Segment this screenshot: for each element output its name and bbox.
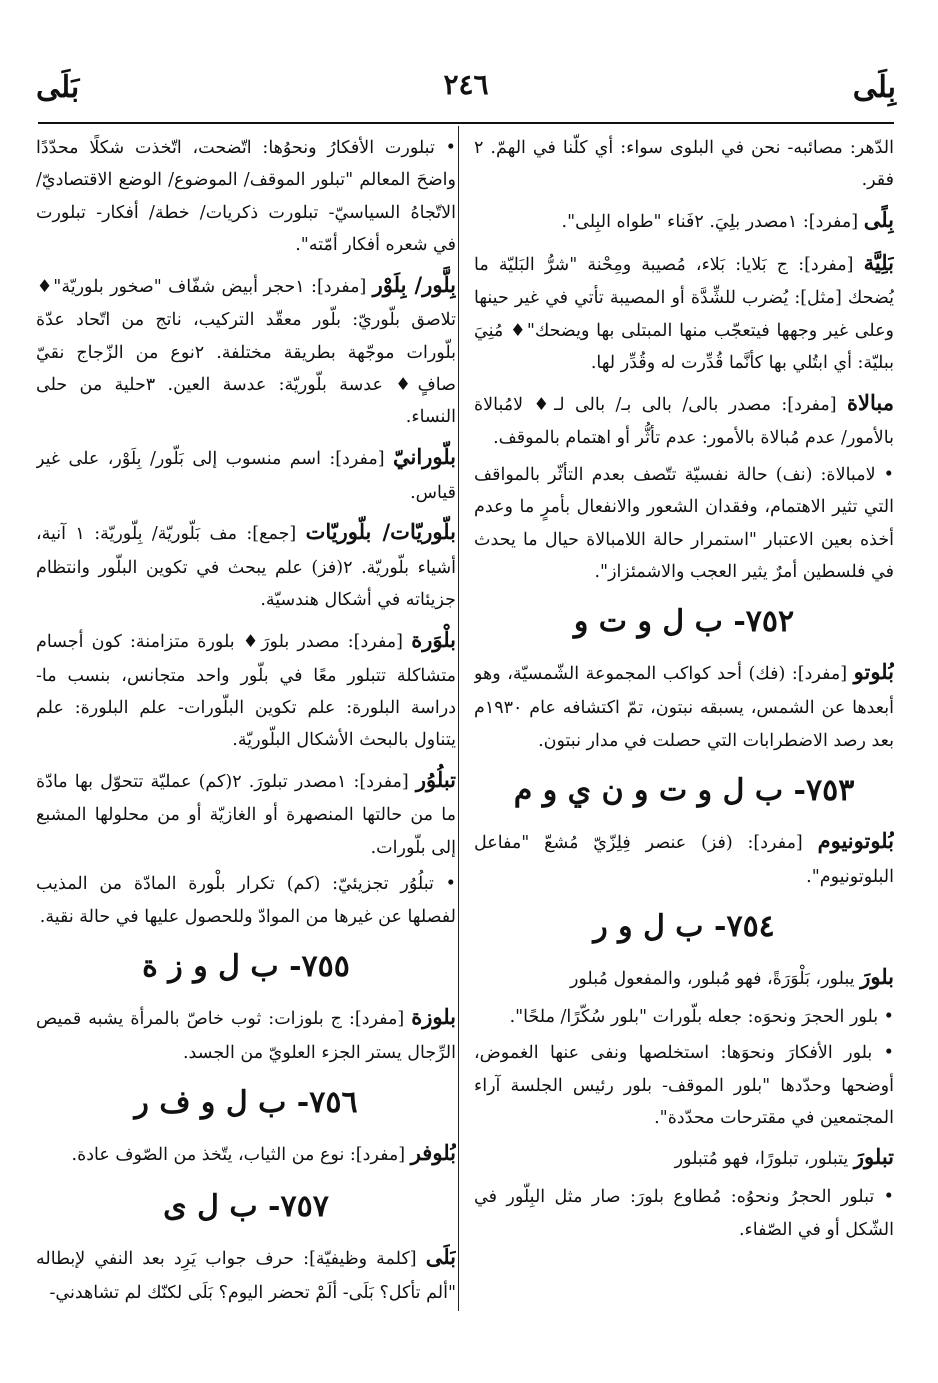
entry-text: [كلمة وظيفيّة]: حرف جواب يَرِد بعد النفي لإبطاله "ألم تأكل؟ بَلَى- ألَمْ تحضر اليوم؟ بَلَى لكنّك لم تشاهدني- (36, 1249, 456, 1303)
entry-headword: بِلًى (863, 206, 894, 232)
entry-headword: بَلَى (425, 1244, 456, 1270)
dictionary-entry (474, 1138, 894, 1177)
right-column (474, 132, 894, 1322)
dictionary-entry (474, 132, 894, 197)
entry-headword: بلوزة (411, 1003, 456, 1029)
entry-text: [مفرد]: ١مصدر بلِيَ. ٢فَناء "طواه البِلى". (561, 211, 859, 232)
dictionary-entry (474, 384, 894, 455)
entry-headword: بلّورانيّ (393, 443, 456, 469)
dictionary-entry (474, 459, 894, 589)
left-column (36, 132, 456, 1322)
column-divider (458, 126, 459, 1311)
header-rule (38, 122, 894, 124)
entry-headword: بُلوتونيوم (817, 827, 894, 853)
entry-text: • بلور الحجرَ ونحوَه: جعله بلّورات "بلور سُكّرًا/ ملحًا". (509, 1006, 894, 1027)
entry-text: [مفرد]: نوع من الثياب، يتّخذ من الصّوف عادة. (71, 1145, 406, 1166)
dictionary-entry (36, 1238, 456, 1309)
dictionary-entry (36, 621, 456, 757)
entry-text: • بلور الأفكارَ ونحوَها: استخلصها ونفى عنها الغموض، أوضحها وحدّدها "بلور الموقف- بلور رئيس الجلسة آراء المجتمعين في مقترحات محدّدة". (474, 1043, 894, 1129)
entry-text: [مفرد]: مصدر بالى/ بالى بـ/ بالى لـ♦ لامُبالاة بالأمور/ عدم مُبالاة بالأمور: عدم تأثُّر أو اهتمام بالموقف. (474, 394, 894, 449)
entry-headword: مبالاة (847, 389, 894, 415)
section-heading: ٧٥٦- ب ل و ف ر (134, 1085, 358, 1121)
entry-headword: بُلوفر (410, 1140, 456, 1166)
entry-text: [جمع]: مف بَلّوريّة/ بِلّوريّة: ١ آنية، أشياء بلّوريّة. ٢(فز) علم يبحث في تكوين البلّور وانتظام جزيئاته في أشكال هندسيّة. (36, 524, 456, 611)
section-heading: ٧٥٣- ب ل و ت و ن ي و م (513, 772, 855, 808)
entry-headword: بلْوَرة (411, 626, 456, 652)
entry-text: [مفرد]: ١حجر أبيض شفّاف "صخور بلوريّة"♦ تلاصق بلّوريّ: بلّور معقّد التركيب، ناتج من اتّحاد عدّة بلّورات موجّهة بطريقة مختلفة. ٢نوع من الزّجاج نقيّ صافٍ♦ عدسة بلّوريّة: عدسة العين. ٣حلية من حلى النساء. (36, 276, 456, 428)
entry-headword: بَلِيَّة (863, 249, 894, 275)
dictionary-entry (36, 438, 456, 509)
entry-text: يبلور، بَلْوَرَةً، فهو مُبلور، والمفعول مُبلور (569, 969, 855, 990)
entry-headword: تبلُوُر (415, 766, 456, 792)
section-heading: ٧٥٢- ب ل و ت و (573, 604, 795, 640)
dictionary-entry (474, 201, 894, 240)
entry-headword: بِلَّور/ بِلَوْر (372, 271, 456, 297)
header-right-word: بِلَى (852, 70, 896, 105)
entry-text: [مفرد]: ج بَلايا: بَلاء، مُصيبة ومِحْنة "شرُّ البَليّة ما يُضحك [مثل]: يُضرب للشِّدَّة أو المصيبة تأتي في غير حينها وعلى غير وجهها فيتعجّب منها المبتلى بها ويضحك"♦ مُنِيَ ببليّة: أي ابتُلي بها كأنَّما قُدِّرت له وقُدِّر لها. (474, 254, 894, 374)
dictionary-entry (474, 244, 894, 380)
dictionary-entry (36, 1134, 456, 1173)
dictionary-entry (474, 653, 894, 757)
page-header (36, 62, 896, 112)
entry-text: يتبلور، تبلورًا، فهو مُتبلور (674, 1149, 849, 1170)
section-heading: ٧٥٤- ب ل و ر (593, 909, 775, 945)
entry-text: • تبلورت الأفكارُ ونحوُها: اتّضحت، اتّخذت شكلًا محدّدًا واضحَ المعالم "تبلور الموقف/ الموضوع/ الوضع الاقتصاديّ/ الاتّجاهُ السياسيّ- تبلورت ذكريات/ خطة/ أفكار- تبلورت في شعره أفكار أمّته". (36, 138, 456, 256)
page-number: ٢٤٦ (443, 68, 489, 101)
entry-headword: بُلوتو (853, 659, 894, 685)
entry-text: [مفرد]: ١مصدر تبلورَ. ٢(كم) عمليّة تتحوّل بها مادّة ما من حالتها المنصهرة أو الغازيّة أو من محلولها المشبع إلى بلّورات. (36, 771, 456, 858)
entry-text: الدّهر: مصائبه- نحن في البلوى سواء: أي كلّنا في الهمّ. ٢ فقر. (474, 138, 894, 191)
header-left-word: بَلَى (36, 70, 80, 105)
dictionary-entry (474, 1037, 894, 1134)
entry-text: • تبلور الحجرُ ونحوُه: مُطاوع بلورَ: صار مثل البِلّور في الشّكل أو في الصّفاء. (474, 1187, 894, 1240)
entry-text: [مفرد]: (فز) عنصر فِلِزّيّ مُشعّ "مفاعل البلوتونيوم". (474, 832, 894, 887)
entry-headword: تبلورَ (853, 1144, 894, 1170)
dictionary-entry (36, 761, 456, 865)
dictionary-entry (474, 1001, 894, 1033)
section-heading: ٧٥٥- ب ل و ز ة (142, 948, 350, 984)
entry-headword: بلورَ (860, 964, 894, 990)
dictionary-entry (36, 998, 456, 1069)
dictionary-entry (36, 513, 456, 617)
entry-headword: بلّوريّات/ بلّوريّات (305, 519, 456, 545)
entry-text: [مفرد]: اسم منسوب إلى بَلّور/ بِلَوْر، على غير قياس. (36, 448, 456, 503)
section-heading: ٧٥٧- ب ل ى (163, 1189, 329, 1225)
dictionary-entry (474, 958, 894, 997)
entry-text: • تبلُوُر تجزيئيّ: (كم) تكرار بلْورة المادّة من المذيب لفصلها عن غيرها من الموادّ وللحصول عليها في حالة نقية. (36, 874, 456, 927)
dictionary-entry (36, 868, 456, 933)
entry-text: [مفرد]: ج بلوزات: ثوب خاصّ بالمرأة يشبه قميص الرِّجال يستر الجزء العلويّ من الجسد. (36, 1008, 456, 1063)
entry-text: [مفرد]: (فك) أحد كواكب المجموعة الشّمسيّة، وهو أبعدها عن الشمس، يسبقه نبتون، تمّ اكتشافه عام ١٩٣٠م بعد رصد الاضطرابات التي حصلت في مدار نبتون. (474, 664, 894, 751)
entry-text: [مفرد]: مصدر بلورَ♦ بلورة متزامنة: كون أجسام متشاكلة تتبلور معًا في بلّور واحد متجانس، بنسب ما- دراسة البلورة: علم تكوين البلّورات- علم البلورة: علم يتناول بالبحث الأشكال البلّوريّة. (36, 631, 456, 751)
dictionary-entry (36, 132, 456, 262)
dictionary-entry (474, 1181, 894, 1246)
entry-text: • لامبالاة: (نف) حالة نفسيّة تتّصف بعدم التأثّر بالمواقف التي تثير الاهتمام، وفقدان الشعور والانفعال بأمرٍ ما وعدم أخذه بعين الاعتبار "استمرار حالة اللامبالاة حيال ما يحدث في فلسطين أمرٌ يثير العجب والاشمئزاز". (474, 464, 894, 582)
dictionary-entry (36, 266, 456, 434)
dictionary-entry (474, 822, 894, 893)
